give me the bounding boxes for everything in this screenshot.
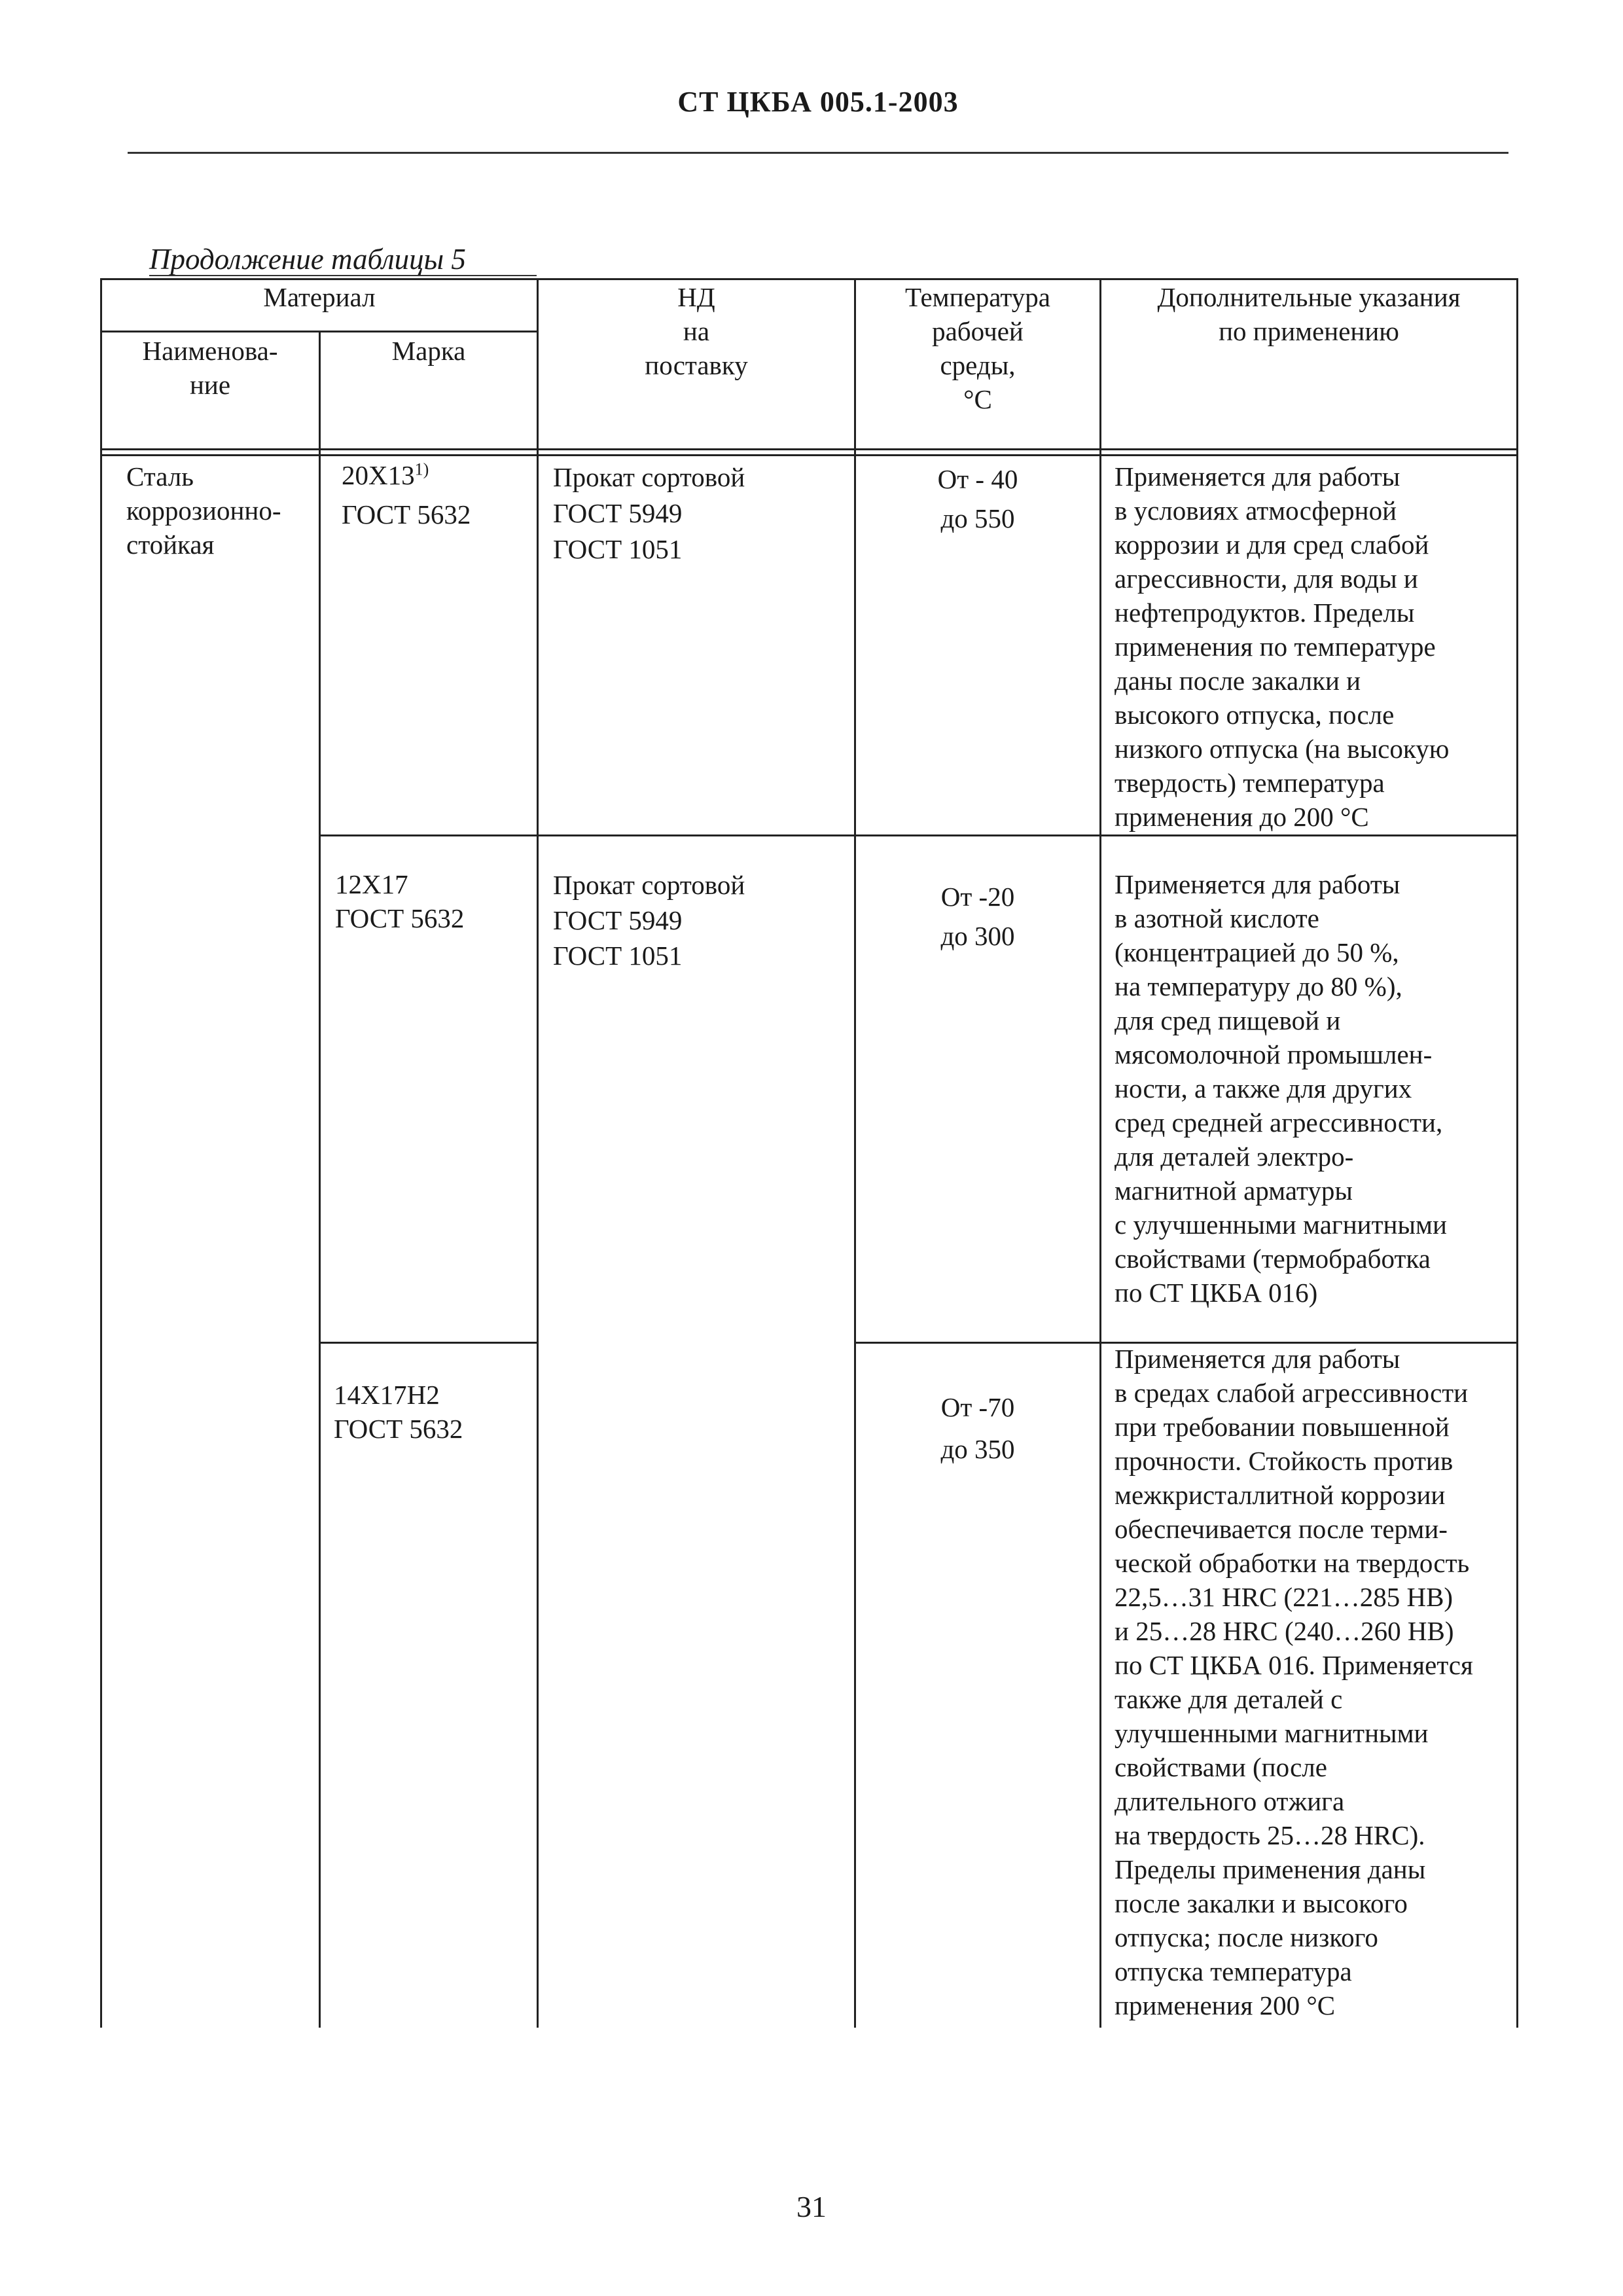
- row-divider-1: [319, 834, 1518, 836]
- header-material: Материал: [263, 282, 376, 312]
- table-header-subdivider: [100, 331, 539, 332]
- table-row-3-grade: 14Х17Н2 ГОСТ 5632: [334, 1380, 463, 1444]
- table-row-2-nd: Прокат сортовой ГОСТ 5949 ГОСТ 1051: [553, 870, 745, 971]
- table-col-divider-notes: [1099, 278, 1101, 2028]
- table-row-3-notes: Применяется для работы в средах слабой агрессивности при требовании повышенной прочности. Стойкость против межкристаллитной коррозии обеспечивается после терми- ческой обработки на твердость 22,5…31 HRC (221…285 HB) и 25…28 HRC (240…260 HB) по СТ ЦКБА 016. Применяется также для деталей с улучшенными магнитными свойствами (после длительного отжига на твердость 25…28 HRC). Пределы применения даны после закалки и высокого отпуска; после низкого отпуска температура применения 200 °С: [1115, 1344, 1473, 2020]
- table-col-divider-grade: [319, 331, 321, 2028]
- table-header-bottom-rule-1: [100, 448, 1518, 450]
- table-border-left: [100, 278, 102, 2028]
- table-row-2-temperature: От -20 до 300: [940, 882, 1015, 951]
- table-col-divider-temp: [854, 278, 856, 2028]
- header-name: Наименова- ние: [142, 336, 278, 400]
- table-row-1-temperature: От - 40 до 550: [937, 464, 1018, 533]
- header-notes: Дополнительные указания по применению: [1157, 282, 1461, 346]
- table-header-bottom-rule-2: [100, 454, 1518, 456]
- table-col-divider-nd: [537, 278, 539, 2028]
- caption-underline: [149, 275, 537, 276]
- table-row-1-grade: [342, 458, 538, 492]
- header-temperature: Температура рабочей среды, °С: [905, 282, 1050, 414]
- header-grade: Марка: [391, 336, 466, 366]
- table-row-1-nd: Прокат сортовой ГОСТ 5949 ГОСТ 1051: [553, 462, 745, 564]
- table-row-2-grade: 12Х17 ГОСТ 5632: [335, 869, 465, 933]
- table-row-1-grade-standard: ГОСТ 5632: [342, 499, 471, 529]
- table-border-right: [1516, 278, 1518, 2028]
- table-row-1-notes: Применяется для работы в условиях атмосферной коррозии и для сред слабой агрессивности, для воды и нефтепродуктов. Пределы применения по температуре даны после закалки и высокого отпуска, после низкого отпуска (на высокую твердость) температура применения до 200 °С: [1115, 461, 1450, 832]
- table-caption: Продолжение таблицы 5: [149, 243, 466, 276]
- header-nd: НД на поставку: [645, 282, 748, 380]
- header-rule: [128, 152, 1508, 154]
- table-row-3-temperature: От -70 до 350: [940, 1392, 1015, 1464]
- table-row-2-notes: Применяется для работы в азотной кислоте (концентрацией до 50 %, на температуру до 80 %), для сред пищевой и мясомолочной промышлен- ности, а также для других сред средней агрессивности, для деталей электро- магнитной арматуры с улучшенными магнитными свойствами (термобработка по СТ ЦКБА 016): [1115, 869, 1447, 1308]
- row-divider-2-grade: [319, 1342, 539, 1344]
- grade-value: 20Х13: [342, 460, 415, 490]
- page-number: 31: [796, 2190, 827, 2223]
- grade-footnote: 1): [414, 459, 429, 479]
- document-header: СТ ЦКБА 005.1-2003: [677, 86, 959, 118]
- material-name: Сталь коррозионно- стойкая: [126, 461, 281, 560]
